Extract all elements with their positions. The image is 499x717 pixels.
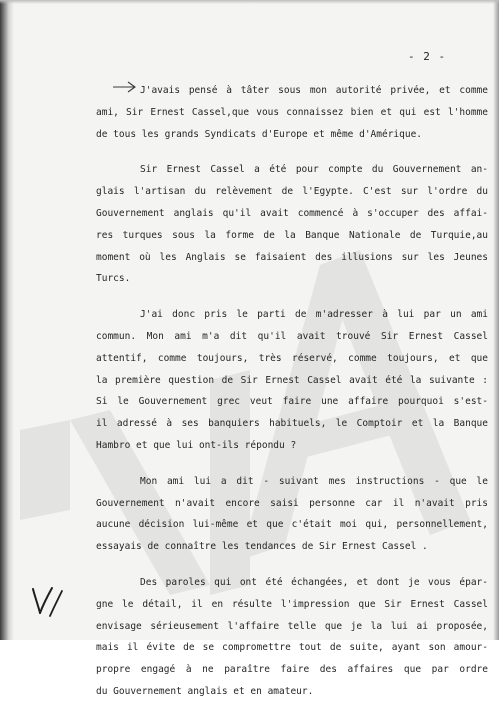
paragraph bbox=[96, 80, 488, 145]
text-line: Gouvernement n'avait encore saisi personne car il n'avait pris bbox=[96, 497, 488, 509]
page-number: - 2 - bbox=[408, 50, 447, 63]
text-line: J'ai donc pris le parti de m'adresser à lui par un ami bbox=[140, 309, 488, 321]
text-line: attentif, comme toujours, très réservé, comme toujours, et que bbox=[96, 352, 488, 364]
scan-edge-top bbox=[0, 0, 499, 4]
text-line: moment où les Anglais se faisaient des illusions sur les Jeunes bbox=[96, 251, 488, 263]
text-line: ami, Sir Ernest Cassel,que vous connaissez bien et qui est l'homme bbox=[96, 106, 488, 118]
text-line: mais il évite de se compromettre tout de suite, ayant son amour- bbox=[96, 642, 488, 654]
text-line: Mon ami lui a dit - suivant mes instructions - que le bbox=[140, 475, 488, 487]
text-line: Sir Ernest Cassel a été pour compte du Gouvernement an- bbox=[140, 164, 488, 176]
text-line: Si le Gouvernement grec veut faire une affaire pourquoi s'est- bbox=[96, 396, 488, 408]
text-line: J'avais pensé à tâter sous mon autorité privée, et comme bbox=[140, 85, 488, 96]
scan-edge-left bbox=[0, 0, 14, 640]
letter-body bbox=[96, 80, 488, 717]
paragraph bbox=[96, 159, 488, 290]
text-line: glais l'artisan du relèvement de l'Egypte. C'est sur l'ordre du bbox=[96, 186, 488, 198]
text-line: commun. Mon ami m'a dit qu'il avait trouvé Sir Ernest Cassel bbox=[96, 330, 488, 342]
text-line: gne le détail, il en résulte l'impression que Sir Ernest Cassel bbox=[96, 598, 488, 610]
handwritten-initials bbox=[30, 583, 64, 619]
text-line: aucune décision lui-même et que c'était moi qui, personnellement, bbox=[96, 519, 488, 531]
text-line: res turques sous la forme de la Banque Nationale de Turquie,au bbox=[96, 229, 488, 241]
paragraph bbox=[96, 304, 488, 457]
text-line: Turcs. bbox=[96, 273, 131, 285]
text-line: propre engagé à ne paraître faire des affaires que par ordre bbox=[96, 664, 488, 676]
paragraph bbox=[96, 471, 488, 558]
text-line: essayais de connaître les tendances de Sir Ernest Cassel . bbox=[96, 541, 428, 553]
text-line: Des paroles qui ont été échangées, et dont je vous épar- bbox=[140, 576, 488, 588]
paragraph bbox=[96, 572, 488, 703]
text-line: la première question de Sir Ernest Cassel avait été la suivante : bbox=[96, 374, 488, 386]
text-line: envisage sérieusement l'affaire telle que je la lui ai proposée, bbox=[96, 620, 488, 632]
text-line: de tous les grands Syndicats d'Europe et même d'Amérique. bbox=[96, 128, 423, 140]
text-line: il adressé à ses banquiers habituels, le Comptoir et la Banque bbox=[96, 418, 488, 430]
text-line: Gouvernement anglais qu'il avait commencé à s'occuper des affai- bbox=[96, 207, 488, 219]
text-line: Hambro et que lui ont-ils répondu ? bbox=[96, 439, 297, 451]
text-line: du Gouvernement anglais et en amateur. bbox=[96, 685, 314, 697]
scan-edge-right bbox=[493, 0, 499, 640]
